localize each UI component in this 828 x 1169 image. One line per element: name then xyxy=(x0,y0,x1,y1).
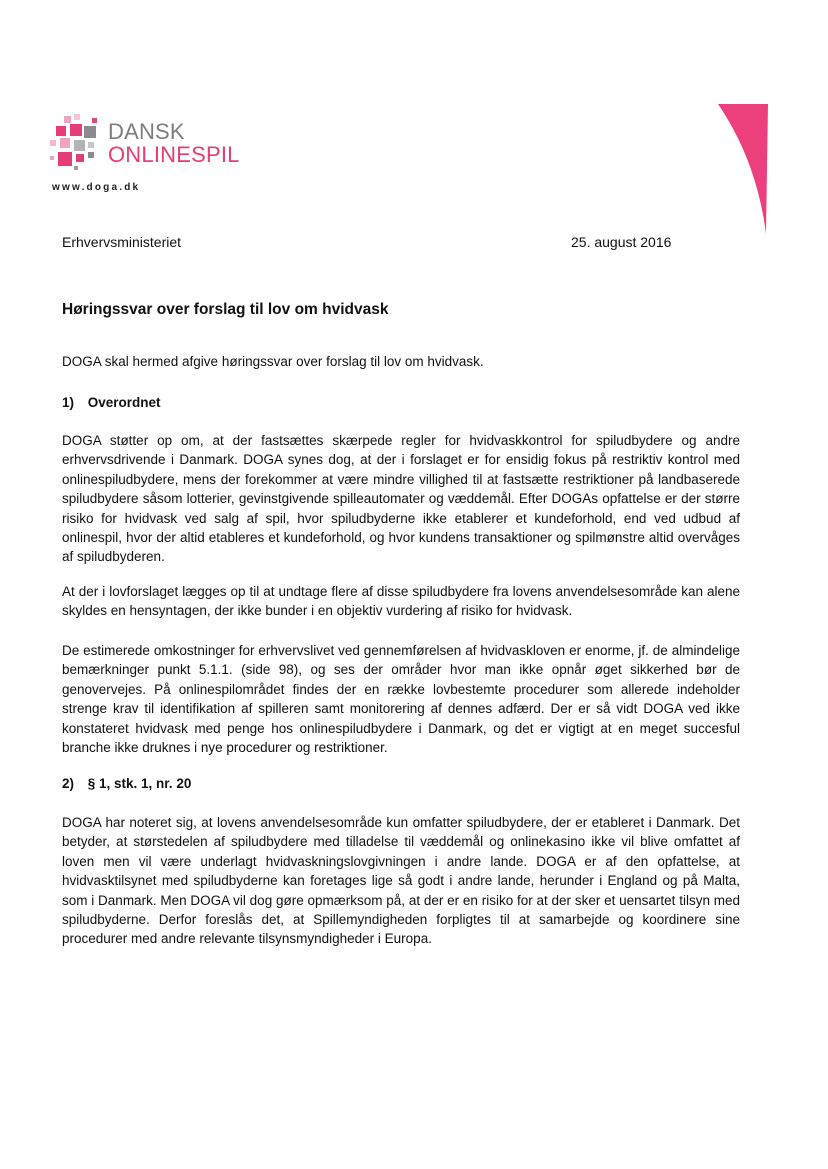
dots-logo-icon xyxy=(46,112,106,174)
recipient: Erhvervsministeriet xyxy=(62,234,182,250)
section-number-2: 2) xyxy=(62,776,75,791)
website-url: www.doga.dk xyxy=(52,182,141,193)
logo-line-dansk: DANSK xyxy=(108,119,185,144)
letter-title: Høringssvar over forslag til lov om hvidvask xyxy=(62,301,389,318)
logo-wordmark xyxy=(108,120,240,166)
letter-date: 25. august 2016 xyxy=(571,234,672,250)
paragraph: At der i lovforslaget lægges op til at undtage flere af disse spiludbydere fra lovens anvendelsesområde kan alene skyldes en hensyntagen, der ikke bunder i en objektiv vurdering af risiko for hvidvask. xyxy=(62,584,740,619)
section-title-2: § 1, stk. 1, nr. 20 xyxy=(87,776,192,791)
section-heading-1 xyxy=(62,395,161,410)
paragraph: DOGA støtter op om, at der fastsættes skærpede regler for hvidvaskkontrol for spiludbydere og andre erhvervsdrivende i Danmark. DOGA synes dog, at der i forslaget er for ensidig fokus på restriktiv kontrol med onlinespiludbydere, mens der forekommer at være mindre villighed til at fastsætte restriktioner på landbaserede spiludbydere såsom lotterier, gevinstgivende spilleautomater og væddemål. Efter DOGAs opfattelse er der større risiko for hvidvask ved salg af spil, hvor spiludbyderne ikke etablerer et kundeforhold, end ved udbud af onlinespil, hvor der altid etableres et kundeforhold, og hvor kundens transaktioner og spilmønstre altid overvåges af spiludbyderen. xyxy=(62,433,740,565)
logo-line-onlinespil: ONLINESPIL xyxy=(108,142,240,167)
intro-paragraph: DOGA skal hermed afgive høringssvar over forslag til lov om hvidvask. xyxy=(62,354,484,369)
section-number-1: 1) xyxy=(62,395,75,410)
section-title-1: Overordnet xyxy=(87,395,161,410)
corner-decoration-icon xyxy=(700,96,770,236)
paragraph: DOGA har noteret sig, at lovens anvendelsesområde kun omfatter spiludbydere, der er etableret i Danmark. Det betyder, at størstedelen af spiludbydere med tilladelse til væddemål og onlinekasino ikke vil blive omfattet af loven men vil være underlagt hvidvaskningslovgivningen i andre lande. DOGA er af den opfattelse, at hvidvasktilsynet med spiludbyderne kan foretages lige så godt i andre lande, herunder i England og på Malta, som i Danmark. Men DOGA vil dog gøre opmærksom på, at der er en risiko for at der sker et uensartet tilsyn med spiludbyderne. Derfor foreslås det, at Spillemyndigheden forpligtes til at samarbejde og koordinere sine procedurer med andre relevante tilsynsmyndigheder i Europa. xyxy=(62,815,740,947)
paragraph: De estimerede omkostninger for erhvervslivet ved gennemførelsen af hvidvaskloven er enorme, jf. de almindelige bemærkninger punkt 5.1.1. (side 98), og ses der områder hvor man ikke opnår øget sikkerhed bør de genovervejes. På onlinespilområdet findes der en række lovbestemte procedurer som allerede indeholder strenge krav til identifikation af spilleren samt monitorering af dennes adfærd. Der er så vidt DOGA ved ikke konstateret hvidvask med penge hos onlinespiludbydere i Danmark, og det er vigtigt at en meget succesful branche ikke druknes i nye procedurer og restriktioner. xyxy=(62,643,740,756)
section-heading-2 xyxy=(62,776,191,791)
